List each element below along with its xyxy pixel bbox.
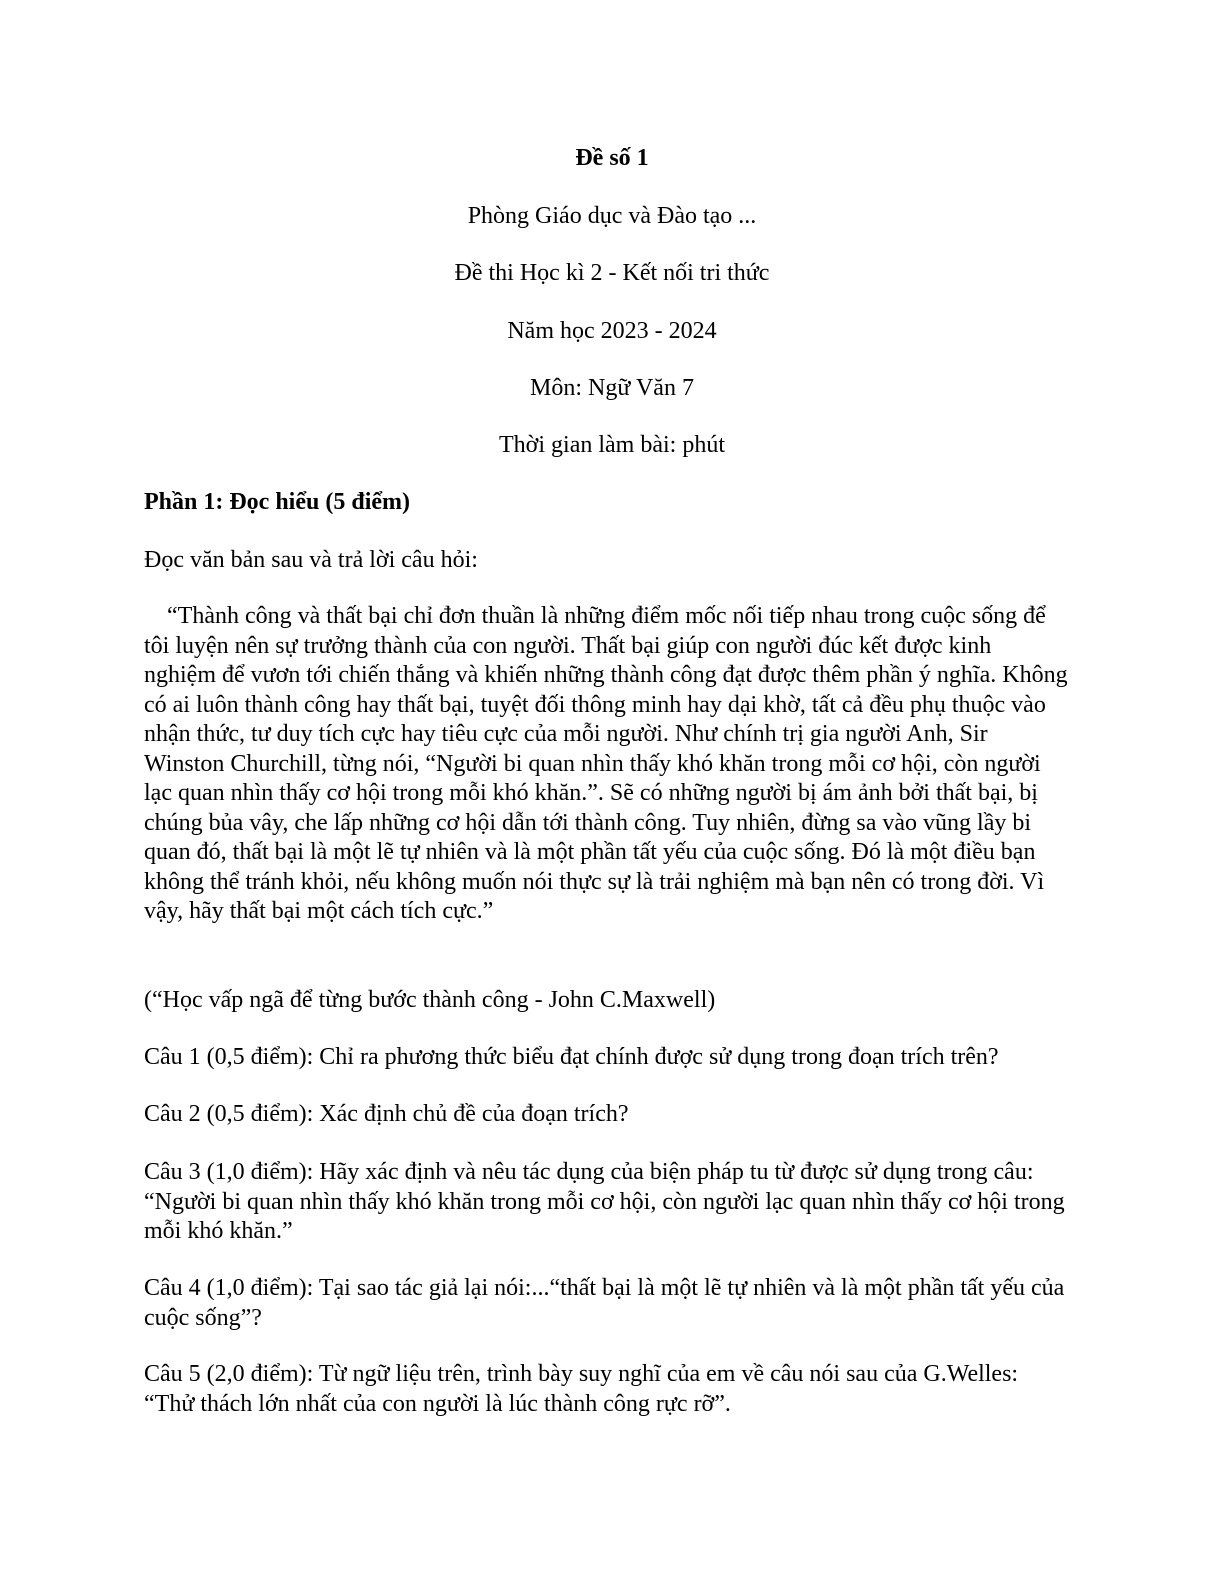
question-3: Câu 3 (1,0 điểm): Hãy xác định và nêu tác dụng của biện pháp tu từ được sử dụng trong câu: “Người bi quan nhìn thấy khó khăn trong mỗi cơ hội, còn người lạc quan nhìn thấy cơ hội trong mỗi khó khăn.” xyxy=(144,1159,1065,1244)
question-5: Câu 5 (2,0 điểm): Từ ngữ liệu trên, trình bày suy nghĩ của em về câu nói sau của G.Welles: “Thử thách lớn nhất của con người là lúc thành công rực rỡ”. xyxy=(144,1361,1019,1417)
school-year: Năm học 2023 - 2024 xyxy=(507,318,717,344)
section-title: Phần 1: Đọc hiểu (5 điểm) xyxy=(144,489,410,515)
question-1: Câu 1 (0,5 điểm): Chỉ ra phương thức biểu đạt chính được sử dụng trong đoạn trích trên? xyxy=(144,1044,999,1070)
passage-source: (“Học vấp ngã để từng bước thành công - John C.Maxwell) xyxy=(144,987,716,1013)
reading-passage: “Thành công và thất bại chỉ đơn thuần là những điểm mốc nối tiếp nhau trong cuộc sống để tôi luyện nên sự trưởng thành của con người. Thất bại giúp con người đúc kết được kinh nghiệm để vươn tới chiến thắng và khiến những thành công đạt được thêm phần ý nghĩa. Không có ai luôn thành công hay thất bại, tuyệt đối thông minh hay dại khờ, tất cả đều phụ thuộc vào nhận thức, tư duy tích cực hay tiêu cực của mỗi người. Như chính trị gia người Anh, Sir Winston Churchill, từng nói, “Người bi quan nhìn thấy khó khăn trong mỗi cơ hội, còn người lạc quan nhìn thấy cơ hội trong mỗi khó khăn.”. Sẽ có những người bị ám ảnh bởi thất bại, bị chúng bủa vây, che lấp những cơ hội dẫn tới thành công. Tuy nhiên, đừng sa vào vũng lầy bi quan đó, thất bại là một lẽ tự nhiên và là một phần tất yếu của cuộc sống. Đó là một điều bạn không thể tránh khỏi, nếu không muốn nói thực sự là trải nghiệm mà bạn nên có trong đời. Vì vậy, hãy thất bại một cách tích cực.” xyxy=(144,603,1068,924)
subject-line: Môn: Ngữ Văn 7 xyxy=(530,375,694,401)
department-line: Phòng Giáo dục và Đào tạo ... xyxy=(467,203,757,229)
question-2: Câu 2 (0,5 điểm): Xác định chủ đề của đoạn trích? xyxy=(144,1101,629,1127)
question-4: Câu 4 (1,0 điểm): Tại sao tác giả lại nói:...“thất bại là một lẽ tự nhiên và là một phần tất yếu của cuộc sống”? xyxy=(144,1275,1065,1331)
reading-instruction: Đọc văn bản sau và trả lời câu hỏi: xyxy=(144,547,478,573)
duration-line: Thời gian làm bài: phút xyxy=(499,432,725,458)
exam-title: Đề thi Học kì 2 - Kết nối tri thức xyxy=(454,260,770,286)
exam-number: Đề số 1 xyxy=(575,145,649,171)
